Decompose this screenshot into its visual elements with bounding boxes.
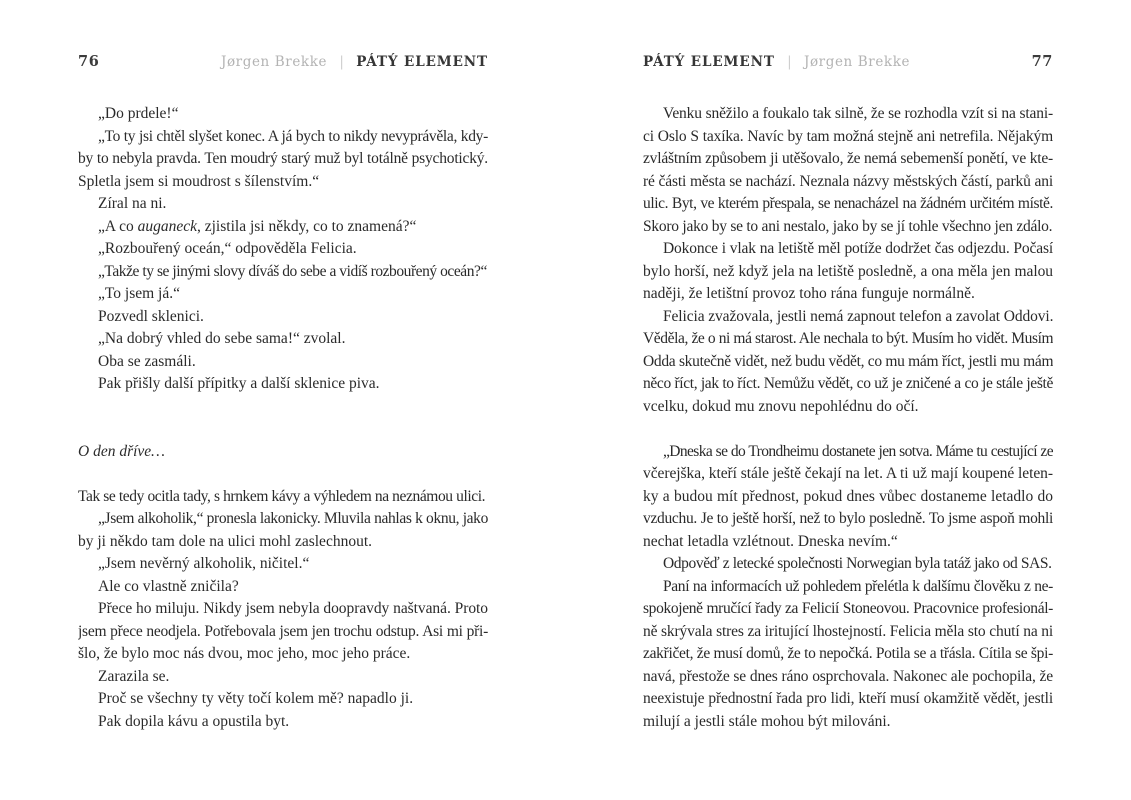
paragraph [78,216,488,239]
paragraph [78,238,488,261]
text-line: Pozvedl sklenici. [98,307,204,325]
paragraph [78,373,488,396]
text-line: včerejška, kteří stále ještě čekají na let. A ti už mají koupené leten- [643,465,1053,482]
header-divider: | [787,54,792,70]
text-line: by to nebyla pravda. Ten moudrý starý muž byl totálně psychotický. [78,150,488,167]
text-column-right [643,103,1053,733]
paragraph [78,688,488,711]
running-head-left [78,53,488,70]
section-gap [78,463,488,486]
text-line: neexistuje přednostní řada pro lidi, kteří musí okamžitě vědět, jestli [643,690,1053,707]
text-line: Oba se zasmáli. [98,352,196,370]
paragraph [78,711,488,734]
text-line: O den dříve… [78,442,165,460]
paragraph [643,441,1053,554]
text-line: „Rozbouřený oceán,“ odpověděla Felicia. [98,240,357,257]
text-line: Přece ho miluju. Nikdy jsem nebyla doopravdy naštvaná. Proto [98,600,488,617]
paragraph [78,666,488,689]
paragraph [78,351,488,374]
text-line: něco říct, jak to říct. Nemůžu vědět, co už je zničené a co je stále ještě [643,375,1053,392]
text-line: Felicia zvažovala, jestli nemá zapnout telefon a zavolat Oddovi. [663,307,1053,325]
text-line: milují a jestli stále mohou být milováni. [643,712,891,730]
author-name: Jørgen Brekke [803,54,911,70]
text-line: navá, přestože se dnes ráno osprchovala. Nakonec ale pochopila, že [643,667,1053,685]
text-line: ci Oslo S taxíka. Navíc by tam možná stejně ani netrefila. Nějakým [643,127,1053,145]
text-line: nechat letadla vzlétnout. Dneska nevím.“ [643,532,898,550]
text-line: šlo, že bylo moc nás dvou, moc jeho, moc jeho práce. [78,645,411,662]
paragraph [78,126,488,194]
paragraph [78,103,488,126]
paragraph [78,306,488,329]
text-line: ulic. Byt, ve kterém přespala, se nenacházel na žádném určitém místě. [643,195,1053,212]
text-line: „Jsem nevěrný alkoholik, ničitel.“ [98,555,310,572]
text-line: naději, že letištní provoz toho rána funguje normálně. [643,285,975,302]
section-gap [643,418,1053,441]
text-line: Odpověď z letecké společnosti Norwegian byla tatáž jako od SAS. [663,555,1052,572]
paragraph [78,193,488,216]
text-line: „Do prdele!“ [98,105,179,122]
page-number-right: 77 [1031,53,1053,70]
text-column-left [78,103,488,733]
text-line: Zíral na ni. [98,195,167,212]
header-divider: | [339,54,344,70]
text-line: Věděla, že o ni má starost. Ale nechala to být. Musím ho vidět. Musím [643,330,1053,347]
page-left [78,53,488,773]
text-line: Dokonce i vlak na letiště měl potíže dodržet čas odjezdu. Počasí [663,240,1053,257]
paragraph [78,441,488,464]
author-name: Jørgen Brekke [220,54,328,70]
paragraph [78,598,488,666]
paragraph [643,553,1053,576]
text-line: Skoro jako by se to ani nestalo, jako by se jí tohle všechno jen zdálo. [643,217,1053,235]
text-line: „Na dobrý vhled do sebe sama!“ zvolal. [98,330,346,347]
text-line: spokojeně mručící řady za Felicií Stoneovou. Pracovnice profesionál- [643,600,1053,617]
text-line: Odda skutečně vidět, než budu vědět, co mu mám říct, jestli mu mám [643,352,1053,370]
text-line: Pak dopila kávu a opustila byt. [98,712,290,730]
text-line: „Takže ty se jinými slovy díváš do sebe a vidíš rozbouřený oceán?“ [98,262,487,280]
text-line: „Jsem alkoholik,“ pronesla lakonicky. Mluvila nahlas k oknu, jako [98,510,488,527]
text-line: „A co auganeck, zjistila jsi někdy, co to znamená?“ [98,217,417,235]
page-number-left: 76 [78,53,100,70]
text-line: ky a budou mít přednost, pokud dnes vůbec dostaneme letadlo do [643,487,1053,505]
page-right [643,53,1053,773]
text-line: „To jsem já.“ [98,285,180,302]
text-line: Tak se tedy ocitla tady, s hrnkem kávy a výhledem na neznámou ulici. [78,487,486,505]
text-line: Proč se všechny ty věty točí kolem mě? napadlo ji. [98,690,414,707]
running-head-text-left [221,54,488,70]
text-line: Pak přišly další přípitky a další sklenice piva. [98,375,380,392]
paragraph [643,103,1053,238]
paragraph [643,306,1053,419]
text-line: Ale co vlastně zničila? [98,577,239,595]
text-line: vzduchu. Je to ještě horší, než to bylo posledně. To jsme aspoň mohli [643,510,1053,527]
text-line: „Dneska se do Trondheimu dostanete jen sotva. Máme tu cestující ze [663,442,1053,460]
text-line: zakřičet, že musí domů, že to nepočká. Potila se a třásla. Cítila se špi- [643,645,1053,662]
book-title: PÁTÝ ELEMENT [356,54,488,70]
text-line: by ji někdo tam dole na ulici mohl zaslechnout. [78,532,373,550]
paragraph [78,553,488,576]
running-head-text-right [643,54,910,70]
text-line: jsem přece neodjela. Potřebovala jsem jen trochu odstup. Asi mi při- [78,622,488,640]
paragraph [78,486,488,509]
section-gap [78,396,488,441]
paragraph [78,261,488,284]
text-line: vcelku, dokud mu znovu nepohlédnu do očí. [643,397,919,415]
paragraph [643,576,1053,734]
text-line: Venku sněžilo a foukalo tak silně, že se rozhodla vzít si na stani- [663,105,1053,122]
running-head-right [643,53,1053,70]
text-line: zvláštním způsobem ji utěšovalo, že nemá sebemenší ponětí, ve kte- [643,150,1053,167]
text-line: ré části města se nachází. Neznala názvy městských částí, parků ani [643,172,1053,190]
book-title: PÁTÝ ELEMENT [643,54,775,70]
paragraph [78,508,488,553]
text-line: „To ty jsi chtěl slyšet konec. A já bych to nikdy nevyprávěla, kdy- [98,127,488,145]
paragraph [78,576,488,599]
text-line: Spletla jsem si moudrost s šílenstvím.“ [78,172,320,190]
text-line: Paní na informacích už pohledem přelétla k dalšímu člověku z ne- [663,577,1053,595]
text-line: ně skrývala stres za iritující lhostejností. Felicia měla sto chutí na ni [643,622,1053,640]
paragraph [78,283,488,306]
text-line: Zarazila se. [98,667,170,685]
text-line: bylo horší, než když jela na letiště posledně, a ona měla jen malou [643,262,1053,280]
paragraph [78,328,488,351]
paragraph [643,238,1053,306]
